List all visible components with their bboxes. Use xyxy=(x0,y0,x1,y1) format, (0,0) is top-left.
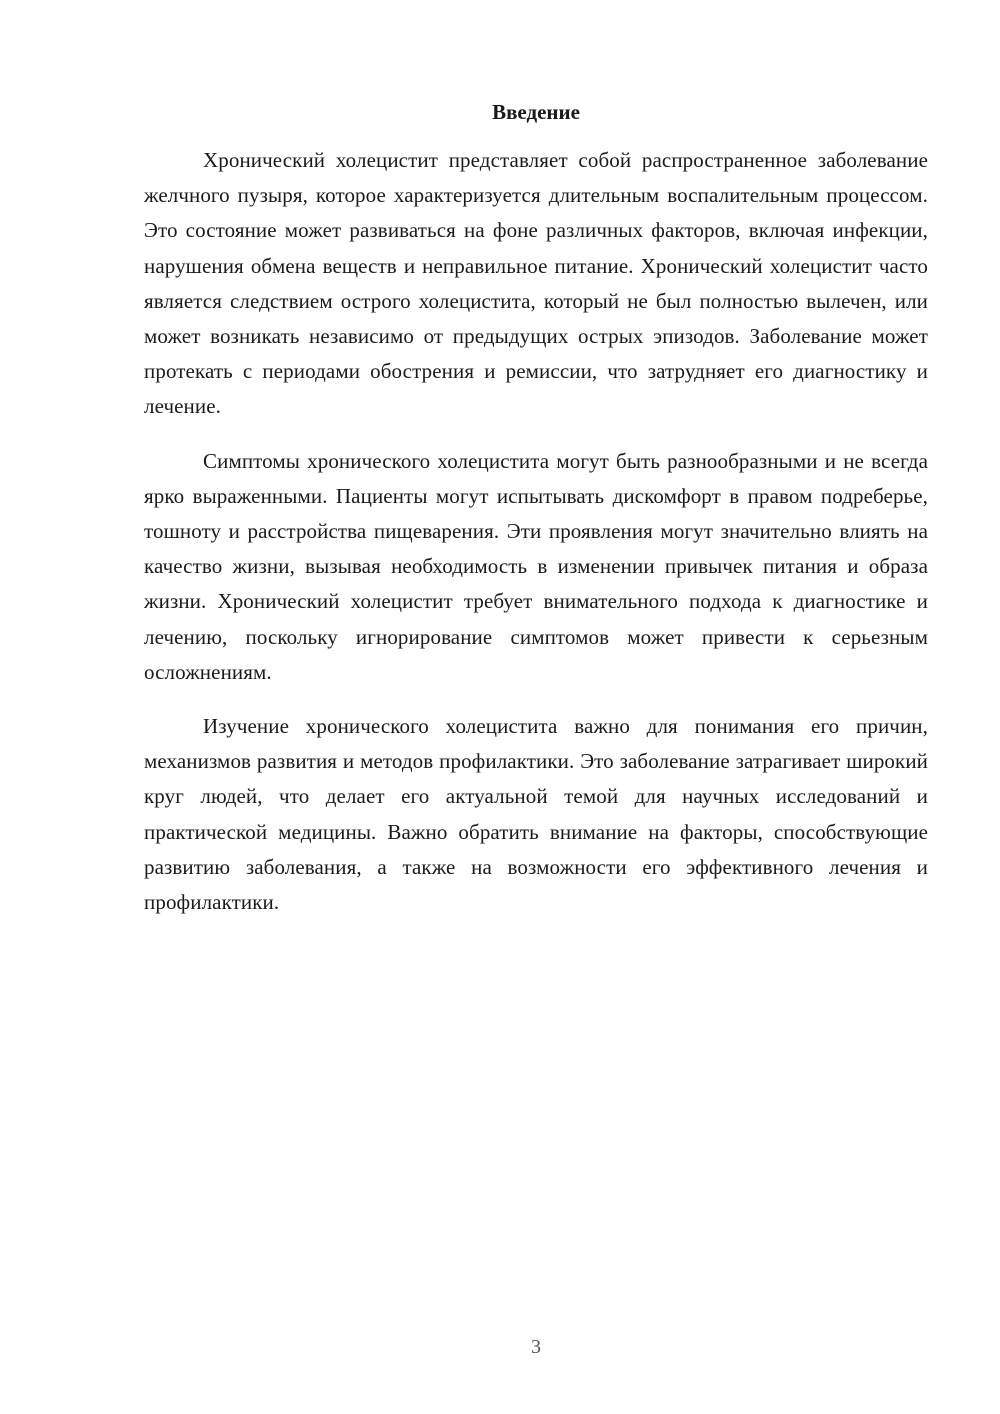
paragraph-3: Изучение хронического холецистита важно для понимания его причин, механизмов развития и методов профилактики. Это заболевание затрагивает широкий круг людей, что делает его актуальной темой для научных исследований и практической медицины. Важно обратить внимание на факторы, способствующие развитию заболевания, а также на возможности его эффективного лечения и профилактики. xyxy=(144,714,928,915)
page-title: Введение xyxy=(492,100,580,124)
page-number: 3 xyxy=(531,1336,541,1358)
paragraph-1: Хронический холецистит представляет собой распространенное заболевание желчного пузыря, которое характеризуется длительным воспалительным процессом. Это состояние может развиваться на фоне различных факторов, включая инфекции, нарушения обмена веществ и неправильное питание. Хронический холецистит часто является следствием острого холецистита, который не был полностью вылечен, или может возникать независимо от предыдущих острых эпизодов. Заболевание может протекать с периодами обострения и ремиссии, что затрудняет его диагностику и лечение. xyxy=(144,148,928,419)
paragraph-2: Симптомы хронического холецистита могут быть разнообразными и не всегда ярко выраженными. Пациенты могут испытывать дискомфорт в правом подреберье, тошноту и расстройства пищеварения. Эти проявления могут значительно влиять на качество жизни, вызывая необходимость в изменении привычек питания и образа жизни. Хронический холецистит требует внимательного подхода к диагностике и лечению, поскольку игнорирование симптомов может привести к серьезным осложнениям. xyxy=(144,448,928,684)
document-body xyxy=(144,143,928,939)
